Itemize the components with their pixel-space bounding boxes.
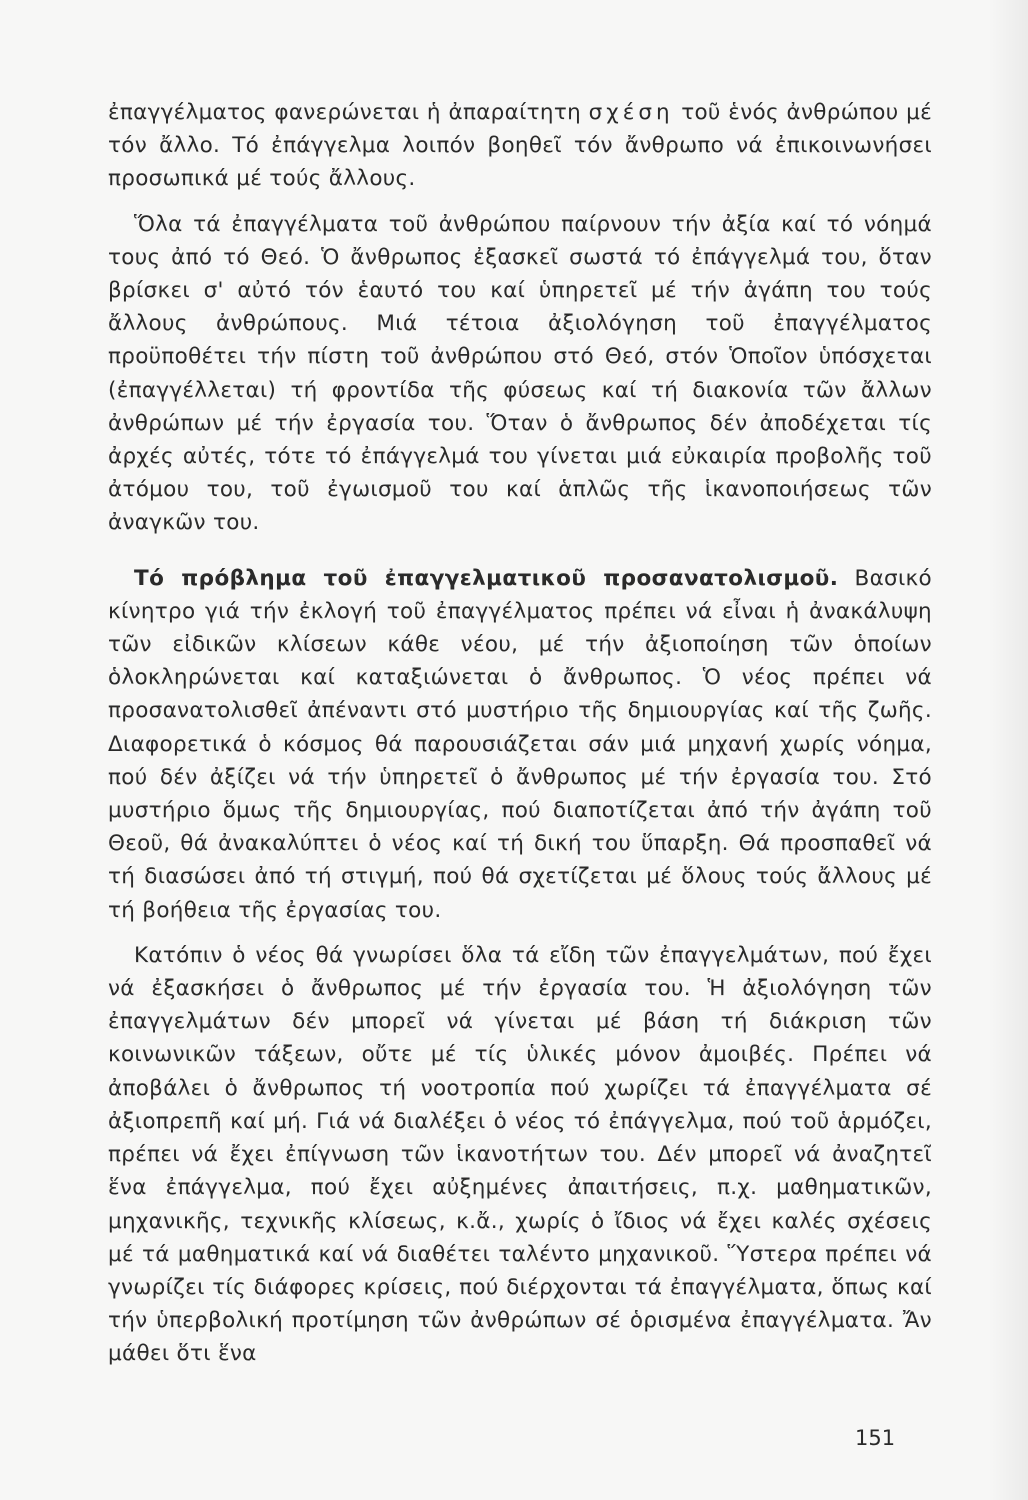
paragraph-1-rest: τοῦ ἑνός ἀνθρώπου μέ τόν ἄλλο. Τό ἐπάγγελμα λοιπόν βοηθεῖ τόν ἄνθρωπο νά ἐπικοινωνήσει προσωπικά μέ τούς ἄλλους. — [108, 100, 932, 192]
paragraph-3 — [108, 562, 932, 927]
paragraph-4: Κατόπιν ὁ νέος θά γνωρίσει ὅλα τά εἴδη τῶν ἐπαγγελμάτων, πού ἔχει νά ἐξασκήσει ὁ ἄνθρωπος μέ τήν ἐργασία του. Ἡ ἀξιολόγηση τῶν ἐπαγγελμάτων δέν μπορεῖ νά γίνεται μέ βάση τή διάκριση τῶν κοινωνικῶν τάξεων, οὔτε μέ τίς ὑλικές μόνον ἀμοιβές. Πρέπει νά ἀποβάλει ὁ ἄνθρωπος τή νοοτροπία πού χωρίζει τά ἐπαγγέλματα σέ ἀξιοπρεπῆ καί μή. Γιά νά διαλέξει ὁ νέος τό ἐπάγγελμα, πού τοῦ ἁρμόζει, πρέπει νά ἔχει ἐπίγνωση τῶν ἱκανοτήτων του. Δέν μπορεῖ νά ἀναζητεῖ ἕνα ἐπάγγελμα, πού ἔχει αὐξημένες ἀπαιτήσεις, π.χ. μαθηματικῶν, μηχανικῆς, τεχνικῆς κλίσεως, κ.ἄ., χωρίς ὁ ἴδιος νά ἔχει καλές σχέσεις μέ τά μαθηματικά καί νά διαθέτει ταλέντο μηχανικοῦ. Ὕστερα πρέπει νά γνωρίζει τίς διάφορες κρίσεις, πού διέρχονται τά ἐπαγγέλματα, ὅπως καί τήν ὑπερβολική προτίμηση τῶν ἀνθρώπων σέ ὁρισμένα ἐπαγγέλματα. Ἄν μάθει ὅτι ἕνα — [108, 942, 932, 1367]
page-number: 151 — [855, 1426, 896, 1450]
emphasized-word: σχέση — [588, 100, 674, 125]
paragraph-1 — [108, 96, 932, 196]
paragraph-3-body: Βασικό κίνητρο γιά τήν ἐκλογή τοῦ ἐπαγγέλματος πρέπει νά εἶναι ἡ ἀνακάλυψη τῶν εἰδικῶν κλίσεων κάθε νέου, μέ τήν ἀξιοποίηση τῶν ὁποίων ὁλοκληρώνεται καί καταξιώνεται ὁ ἄνθρωπος. Ὁ νέος πρέπει νά προσανατολισθεῖ ἀπέναντι στό μυστήριο τῆς δημιουργίας καί τῆς ζωῆς. Διαφορετικά ὁ κόσμος θά παρουσιάζεται σάν μιά μηχανή χωρίς νόημα, πού δέν ἀξίζει νά τήν ὑπηρετεῖ ὁ ἄνθρωπος μέ τήν ἐργασία του. Στό μυστήριο ὅμως τῆς δημιουργίας, πού διαποτίζεται ἀπό τήν ἀγάπη τοῦ Θεοῦ, θά ἀνακαλύπτει ὁ νέος καί τή δική του ὕπαρξη. Θά προσπαθεῖ νά τή διασώσει ἀπό τή στιγμή, πού θά σχετίζεται μέ ὅλους τούς ἄλλους μέ τή βοήθεια τῆς ἐργασίας του. — [108, 565, 932, 923]
paragraph-1-lead: ἐπαγγέλματος φανερώνεται ἡ ἀπαραίτητη — [108, 100, 589, 125]
paragraph-2: Ὅλα τά ἐπαγγέλματα τοῦ ἀνθρώπου παίρνουν τήν ἀξία καί τό νόημά τους ἀπό τό Θεό. Ὁ ἄνθρωπος ἐξασκεῖ σωστά τό ἐπάγγελμά του, ὅταν βρίσκει σ' αὐτό τόν ἑαυτό του καί ὑπηρετεῖ μέ τήν ἀγάπη του τούς ἄλλους ἀνθρώπους. Μιά τέτοια ἀξιολόγηση τοῦ ἐπαγγέλματος προϋποθέτει τήν πίστη τοῦ ἀνθρώπου στό Θεό, στόν Ὁποῖον ὑπόσχεται (ἐπαγγέλλεται) τή φροντίδα τῆς φύσεως καί τή διακονία τῶν ἄλλων ἀνθρώπων μέ τήν ἐργασία του. Ὅταν ὁ ἄνθρωπος δέν ἀποδέχεται τίς ἀρχές αὐτές, τότε τό ἐπάγγελμά του γίνεται μιά εὐκαιρία προβολῆς τοῦ ἀτόμου του, τοῦ ἐγωισμοῦ του καί ἁπλῶς τῆς ἱκανοποιήσεως τῶν ἀναγκῶν του. — [108, 211, 932, 536]
section-heading: Τό πρόβλημα τοῦ ἐπαγγελματικοῦ προσανατολισμοῦ. — [134, 565, 839, 591]
